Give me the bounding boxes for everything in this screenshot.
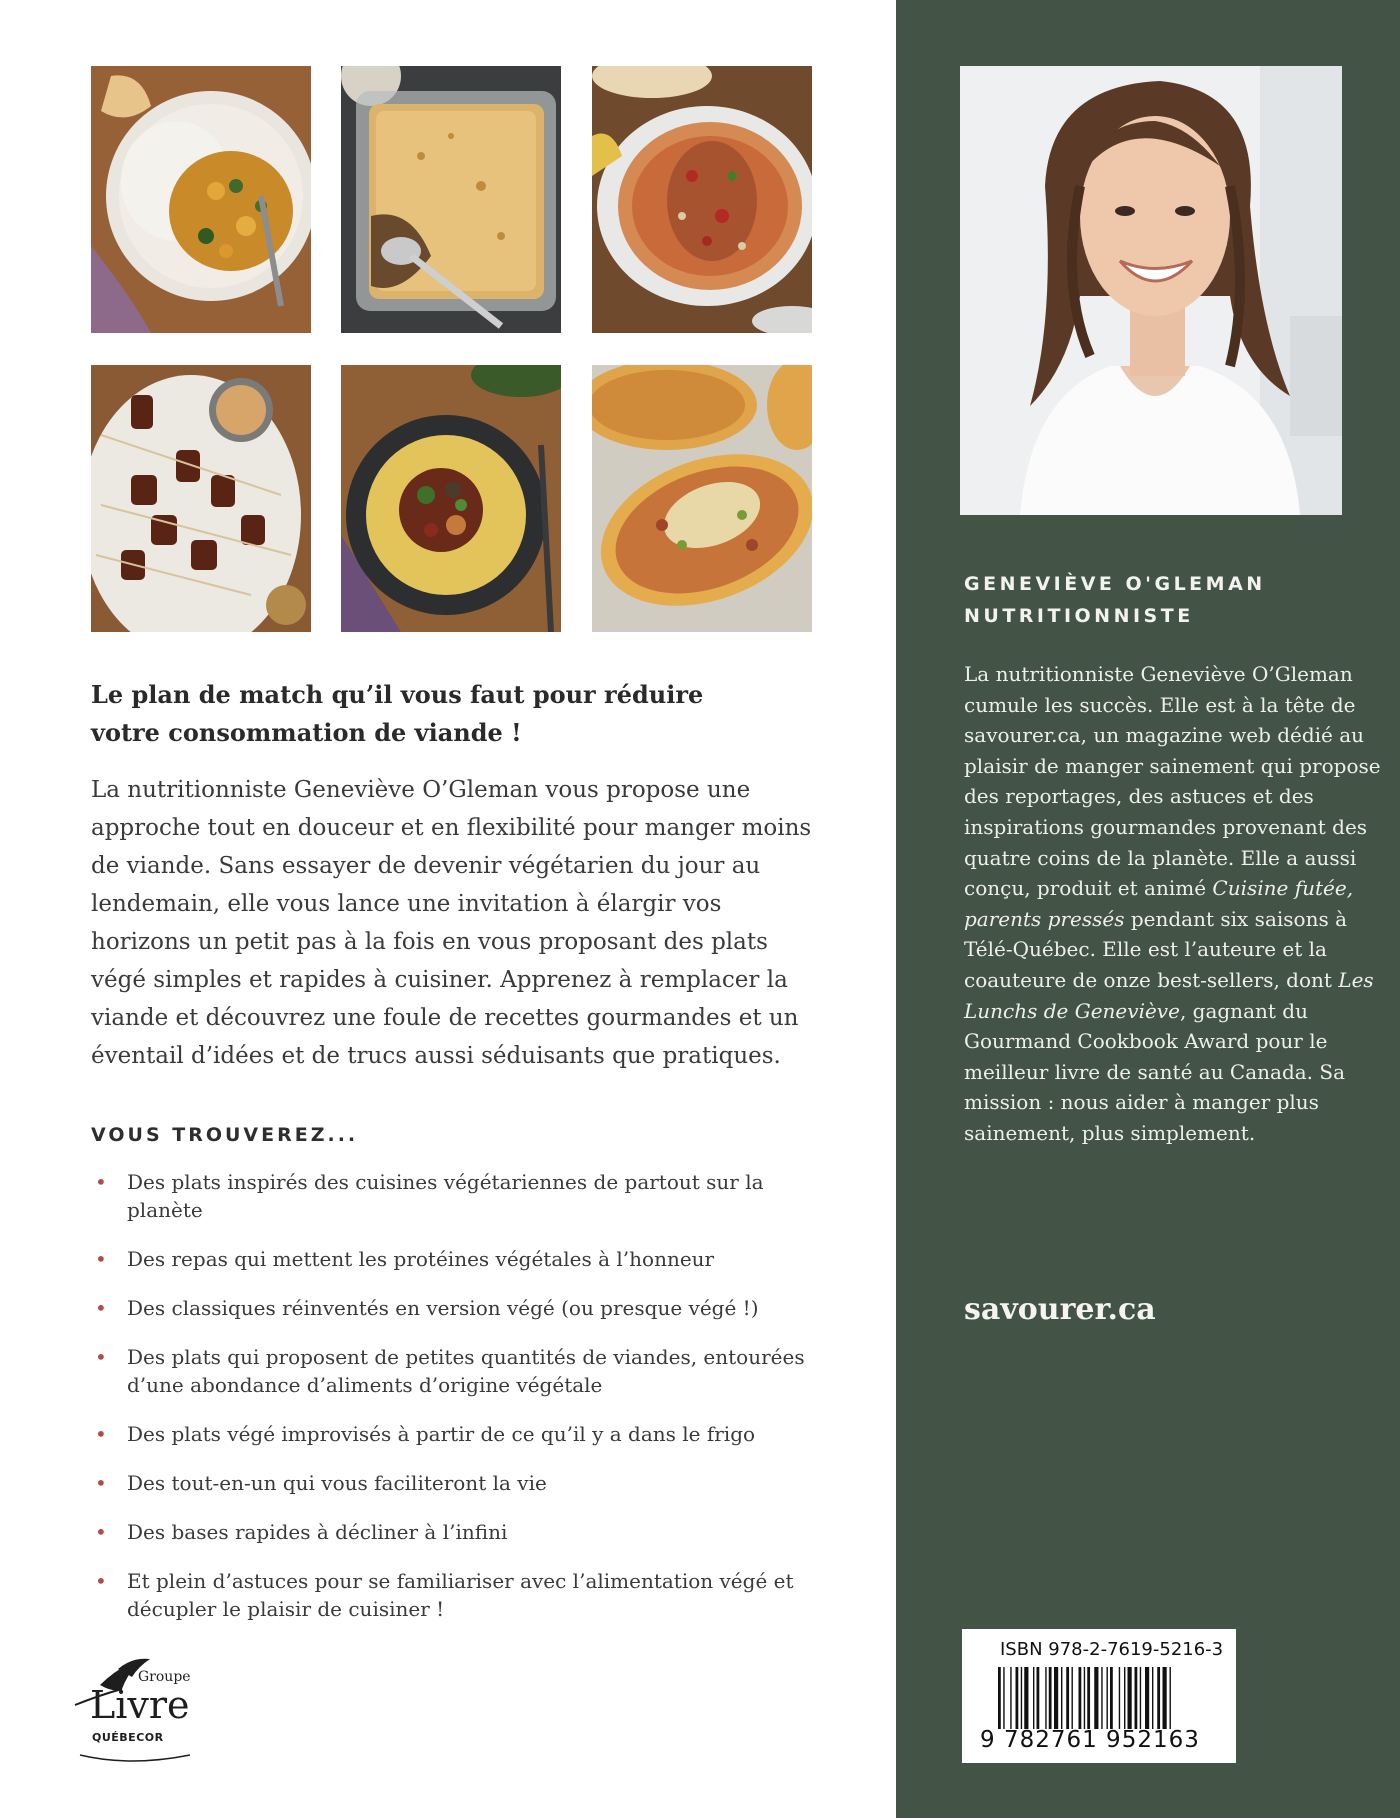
bio-text-3: , gagnant du Gourmand Cookbook Award pour le meilleur livre de santé au Canada. Sa mission : nous aider à manger plus sainement, plus simplement. bbox=[964, 998, 1346, 1145]
photo-curry-rice bbox=[91, 66, 311, 333]
back-cover-headline bbox=[91, 676, 791, 752]
photo-casserole bbox=[341, 66, 561, 333]
bullet-marker: • bbox=[95, 1170, 107, 1194]
barcode-digits: 9 782761 952163 bbox=[980, 1727, 1200, 1753]
bio-text-1: La nutritionniste Geneviève O’Gleman cumule les succès. Elle est à la tête de savourer.ca, un magazine web dédié au plaisir de manger sainement qui propose des reportages, des astuces et des inspirations gourmandes provenant des quatre coins de la planète. Elle a aussi conçu, produit et animé bbox=[964, 662, 1381, 901]
bullet-marker: • bbox=[95, 1471, 107, 1495]
bullet-marker: • bbox=[95, 1345, 107, 1369]
list-item bbox=[91, 1469, 821, 1497]
list-item bbox=[91, 1168, 821, 1224]
list-item-text: Des plats qui proposent de petites quantités de viandes, entourées d’une abondance d’aliments d’origine végétale bbox=[127, 1345, 805, 1397]
intro-paragraph: La nutritionniste Geneviève O’Gleman vous propose une approche tout en douceur et en flexibilité pour manger moins de viande. Sans essayer de devenir végétarien du jour au lendemain, elle vous lance une invitation à élargir vos horizons un petit pas à la fois en vous proposant des plats végé simples et rapides à cuisiner. Apprenez à remplacer la viande et découvrez une foule de recettes gourmandes et un éventail d’idées et de trucs aussi séduisants que pratiques. bbox=[91, 777, 812, 1069]
author-portrait bbox=[960, 66, 1342, 515]
list-item bbox=[91, 1518, 821, 1546]
bullet-marker: • bbox=[95, 1422, 107, 1446]
found-section-title: VOUS TROUVEREZ... bbox=[91, 1124, 359, 1146]
author-heading bbox=[964, 568, 1384, 632]
list-item-text: Des classiques réinventés en version végé (ou presque végé !) bbox=[127, 1296, 759, 1320]
publisher-logo bbox=[70, 1655, 200, 1775]
headline-line-2: votre consommation de viande ! bbox=[91, 718, 522, 747]
website-link[interactable]: savourer.ca bbox=[964, 1292, 1156, 1327]
list-item-text: Et plein d’astuces pour se familiariser avec l’alimentation végé et décupler le plaisir de cuisiner ! bbox=[127, 1569, 794, 1621]
list-item bbox=[91, 1294, 821, 1322]
recipe-photo-grid bbox=[91, 66, 812, 632]
list-item-text: Des plats inspirés des cuisines végétariennes de partout sur la planète bbox=[127, 1170, 764, 1222]
barcode-icon bbox=[998, 1667, 1218, 1729]
logo-quebecor-text: QUÉBECOR bbox=[92, 1731, 164, 1744]
headline-line-1: Le plan de match qu’il vous faut pour réduire bbox=[91, 680, 704, 709]
bullet-marker: • bbox=[95, 1520, 107, 1544]
list-item bbox=[91, 1343, 821, 1399]
photo-skewers bbox=[91, 365, 311, 632]
features-list bbox=[91, 1168, 821, 1644]
list-item bbox=[91, 1245, 821, 1273]
author-role: NUTRITIONNISTE bbox=[964, 605, 1194, 627]
author-bio bbox=[964, 659, 1384, 1149]
isbn-barcode bbox=[962, 1629, 1236, 1763]
logo-groupe-text: Groupe bbox=[138, 1669, 191, 1685]
bullet-marker: • bbox=[95, 1296, 107, 1320]
bio-title-book: Les Lunchs de Geneviève bbox=[964, 967, 1374, 1023]
bio-title-show: Cuisine futée, parents pressés bbox=[964, 876, 1354, 931]
photo-spread-plate bbox=[592, 66, 812, 333]
logo-livre-text: Livre bbox=[90, 1683, 190, 1727]
bullet-marker: • bbox=[95, 1247, 107, 1271]
list-item bbox=[91, 1420, 821, 1448]
list-item bbox=[91, 1567, 821, 1623]
list-item-text: Des repas qui mettent les protéines végétales à l’honneur bbox=[127, 1247, 715, 1271]
bullet-marker: • bbox=[95, 1569, 107, 1593]
list-item-text: Des plats végé improvisés à partir de ce qu’il y a dans le frigo bbox=[127, 1422, 756, 1446]
isbn-number: ISBN 978-2-7619-5216-3 bbox=[1000, 1639, 1224, 1660]
author-panel bbox=[896, 0, 1400, 1818]
list-item-text: Des bases rapides à décliner à l’infini bbox=[127, 1520, 508, 1544]
photo-polenta-bowl bbox=[341, 365, 561, 632]
list-item-text: Des tout-en-un qui vous faciliteront la vie bbox=[127, 1471, 547, 1495]
photo-stuffed-squash bbox=[592, 365, 812, 632]
author-name: GENEVIÈVE O'GLEMAN bbox=[964, 573, 1266, 595]
bio-text-2: pendant six saisons à Télé-Québec. Elle est l’auteure et la coauteure de onze best-sellers, dont bbox=[964, 906, 1347, 992]
